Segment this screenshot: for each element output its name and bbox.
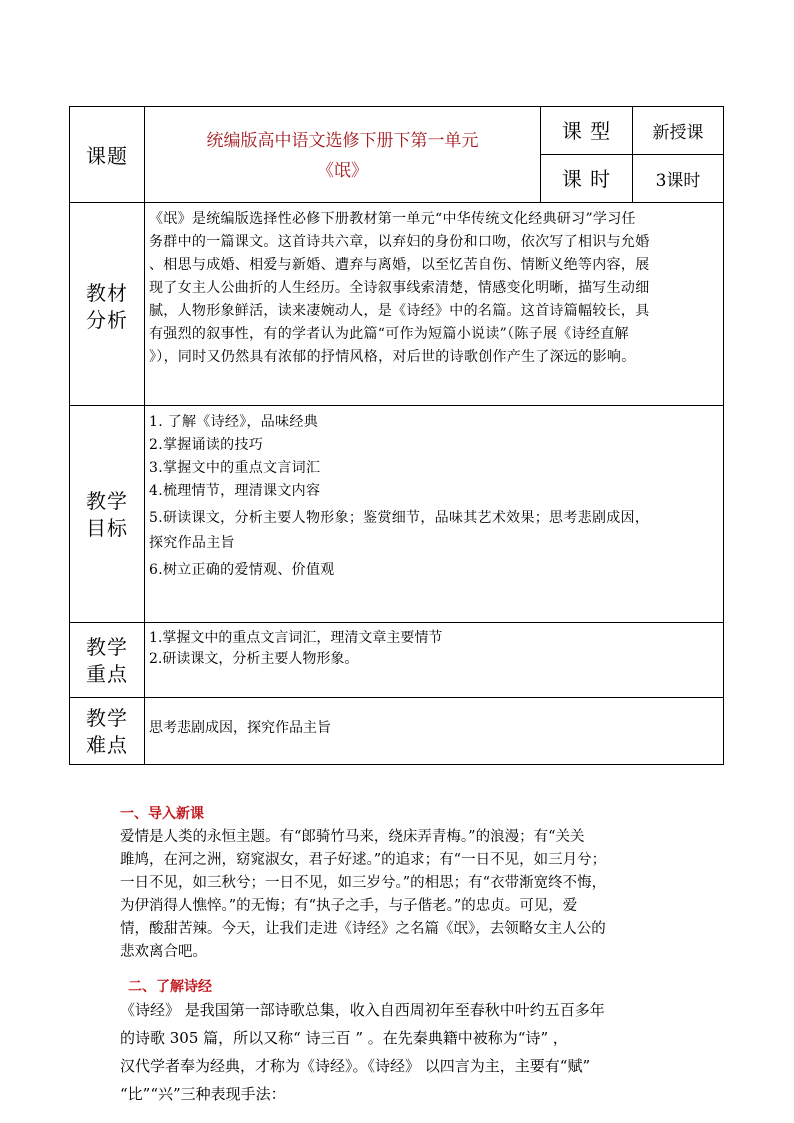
class-hours-label: 课 时 — [561, 167, 612, 191]
table-divider — [69, 697, 724, 698]
table-divider — [144, 106, 145, 765]
analysis-line: 现了女主人公曲折的人生经历。全诗叙事线索清楚，情感变化明晰，描写生动细 — [149, 280, 650, 296]
table-divider — [69, 405, 724, 406]
key-points-list — [149, 628, 721, 670]
analysis-line: 、相思与成婚、相爱与新婚、遭弃与离婚，以至忆苦自伤、情断义绝等内容，展 — [149, 257, 650, 273]
analysis-label — [70, 280, 144, 334]
analysis-text — [149, 208, 721, 369]
goal-item: 2.掌握诵读的技巧 — [149, 437, 264, 453]
section1-line: 为伊消得人憔悴。”的无悔；有“执子之手，与子偕老。”的忠贞。可见，爱 — [120, 898, 578, 914]
goal-item: 5.研读课文，分析主要人物形象；鉴赏细节，品味其艺术效果；思考悲剧成因， — [149, 510, 650, 526]
table-border-right — [723, 106, 724, 765]
section1-line: 爱情是人类的永恒主题。有“郎骑竹马来，绕床弄青梅。”的浪漫；有“关关 — [120, 829, 585, 845]
section2-line: 汉代学者奉为经典，才称为《诗经》。《诗经》 以四言为主，主要有“赋” — [120, 1057, 591, 1075]
section1-body — [120, 826, 700, 964]
course-type-label: 课 型 — [561, 119, 612, 143]
section1-line: 悲欢离合吧。 — [120, 944, 207, 960]
difficult-label-line2: 难点 — [86, 733, 128, 757]
lesson-title — [145, 126, 540, 186]
analysis-line: 《氓》是统编版选择性必修下册教材第一单元“中华传统文化经典研习”学习任 — [149, 211, 636, 227]
goals-label-line2: 目标 — [86, 516, 128, 540]
analysis-line: 有强烈的叙事性，有的学者认为此篇“可作为短篇小说读”（陈子展《诗经直解 — [149, 326, 629, 342]
table-border-bottom — [69, 764, 724, 765]
key-point-item: 2.研读课文，分析主要人物形象。 — [149, 651, 359, 667]
section2-body — [120, 996, 720, 1108]
class-hours-value: 3课时 — [655, 171, 701, 191]
table-divider — [69, 202, 724, 203]
analysis-label-line1: 教材 — [86, 281, 128, 305]
course-type-value: 新授课 — [652, 123, 704, 143]
key-point-item: 1.掌握文中的重点文言词汇，理清文章主要情节 — [149, 630, 443, 646]
analysis-line: 腻，人物形象鲜活，读来凄婉动人，是《诗经》中的名篇。这首诗篇幅较长，具 — [149, 303, 650, 319]
section1-line: 雎鸠，在河之洲，窈窕淑女，君子好逑。”的追求；有“一日不见，如三月兮； — [120, 852, 607, 868]
goals-label-line1: 教学 — [86, 489, 128, 513]
section2-title: 二、了解诗经 — [128, 979, 212, 995]
analysis-label-line2: 分析 — [86, 308, 128, 332]
lesson-title-line2: 《氓》 — [317, 161, 368, 181]
goal-item: 探究作品主旨 — [149, 535, 235, 551]
key-label-line1: 教学 — [86, 635, 128, 659]
table-border-top — [69, 106, 724, 107]
analysis-line: 》），同时又仍然具有浓郁的抒情风格，对后世的诗歌创作产生了深远的影响。 — [149, 349, 636, 365]
goal-item: 1. 了解《诗经》，品味经典 — [149, 414, 319, 430]
difficult-points-label — [70, 705, 144, 759]
topic-label: 课题 — [86, 144, 128, 168]
goal-item: 4.梳理情节，理清课文内容 — [149, 483, 321, 499]
section2-line: 的诗歌 305 篇，所以又称“ 诗三百 ” 。在先秦典籍中被称为“诗” ， — [120, 1029, 568, 1047]
key-points-label — [70, 634, 144, 688]
difficult-label-line1: 教学 — [86, 706, 128, 730]
section2-line: 《诗经》 是我国第一部诗歌总集，收入自西周初年至春秋中叶约五百多年 — [120, 1001, 605, 1019]
key-label-line2: 重点 — [86, 662, 128, 686]
lesson-title-line1: 统编版高中语文选修下册下第一单元 — [206, 131, 479, 151]
section2-line: “比”“兴”三种表现手法： — [120, 1085, 286, 1103]
section1-line: 一日不见，如三秋兮；一日不见，如三岁兮。”的相思；有“衣带渐宽终不悔， — [120, 875, 607, 891]
difficult-points-text: 思考悲剧成因，探究作品主旨 — [149, 720, 331, 736]
section1-title: 一、导入新课 — [120, 806, 204, 822]
goals-label — [70, 488, 144, 542]
goals-list — [149, 411, 721, 582]
table-divider — [69, 622, 724, 623]
goal-item: 6.树立正确的爱情观、价值观 — [149, 562, 335, 578]
section1-line: 情，酸甜苦辣。今天，让我们走进《诗经》之名篇《氓》，去领略女主人公的 — [120, 921, 606, 937]
analysis-line: 务群中的一篇课文。这首诗共六章，以弃妇的身份和口吻，依次写了相识与允婚 — [149, 234, 650, 250]
goal-item: 3.掌握文中的重点文言词汇 — [149, 460, 321, 476]
